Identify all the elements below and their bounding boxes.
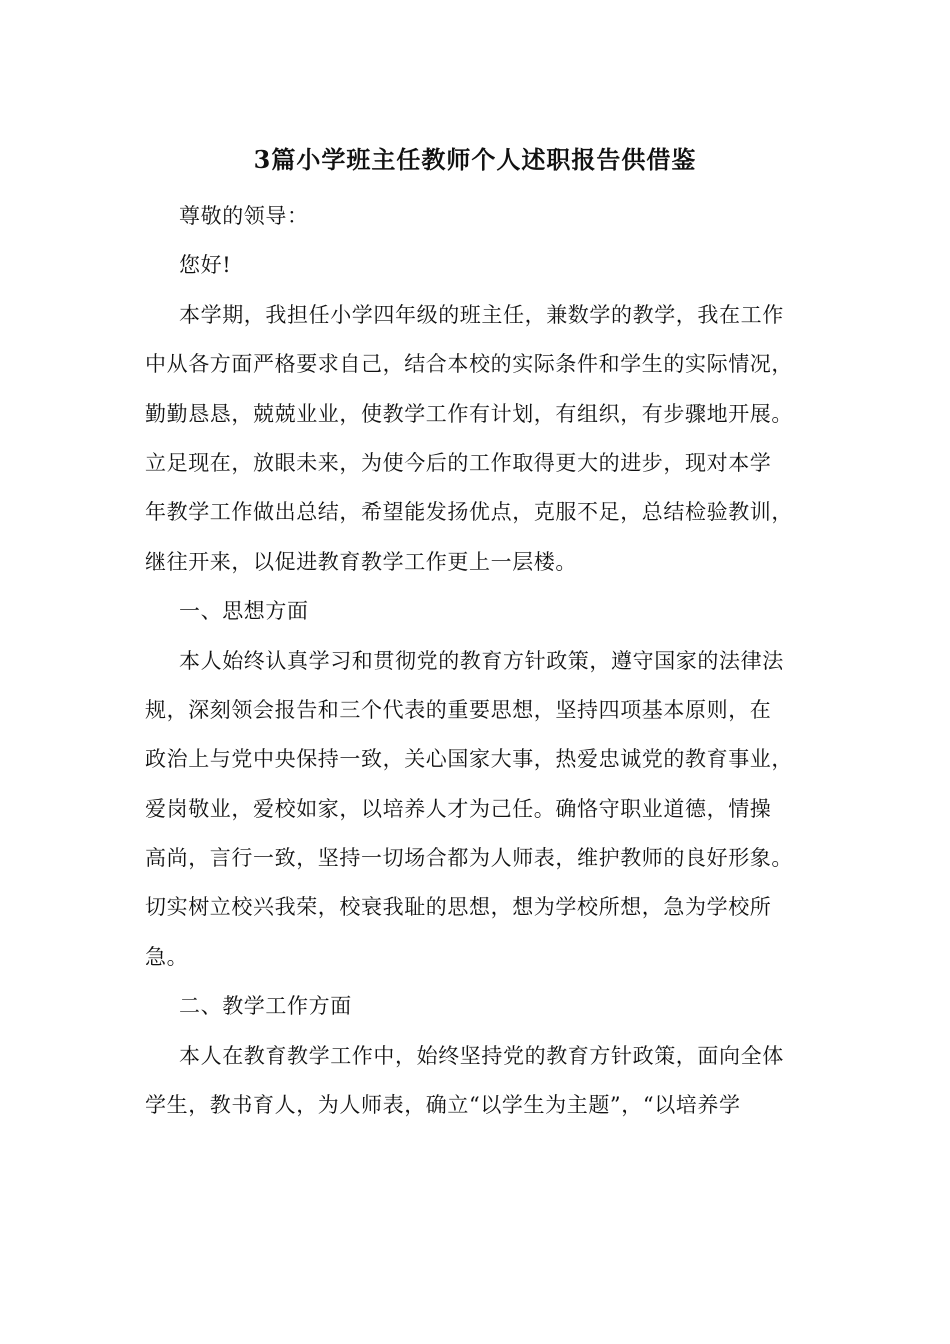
paragraph-line: 学生，教书育人，为人师表，确立“以学生为主题”，“以培养学 [145, 1093, 741, 1118]
paragraph-line: 急。 [145, 944, 189, 969]
paragraph-line: 本学期，我担任小学四年级的班主任，兼数学的教学，我在工作 [179, 302, 784, 327]
document-title: 3篇小学班主任教师个人述职报告供借鉴 [253, 145, 697, 174]
paragraph-line: 本人始终认真学习和贯彻党的教育方针政策，遵守国家的法律法 [179, 648, 784, 673]
paragraph-line: 爱岗敬业，爱校如家，以培养人才为己任。确恪守职业道德，情操 [145, 796, 772, 821]
paragraph-line: 政治上与党中央保持一致，关心国家大事，热爱忠诚党的教育事业， [145, 747, 793, 772]
paragraph-line: 本人在教育教学工作中，始终坚持党的教育方针政策，面向全体 [179, 1043, 784, 1068]
paragraph-line: 规，深刻领会报告和三个代表的重要思想，坚持四项基本原则，在 [145, 697, 772, 722]
paragraph-line: 高尚，言行一致，坚持一切场合都为人师表，维护教师的良好形象。 [145, 846, 793, 871]
paragraph-line: 年教学工作做出总结，希望能发扬优点，克服不足，总结检验教训， [145, 500, 793, 525]
section-heading: 一、思想方面 [179, 599, 309, 624]
salutation: 尊敬的领导： [179, 204, 309, 228]
paragraph-line: 立足现在，放眼未来，为使今后的工作取得更大的进步，现对本学 [145, 450, 772, 475]
paragraph-line: 继往开来，以促进教育教学工作更上一层楼。 [145, 549, 577, 574]
section-heading: 二、教学工作方面 [179, 994, 352, 1019]
paragraph-line: 切实树立校兴我荣，校衰我耻的思想，想为学校所想，急为学校所 [145, 895, 772, 920]
greeting: 您好! [179, 253, 232, 278]
document-body [145, 192, 805, 1130]
paragraph-line: 中从各方面严格要求自己，结合本校的实际条件和学生的实际情况， [145, 352, 793, 377]
paragraph-line: 勤勤恳恳，兢兢业业，使教学工作有计划，有组织，有步骤地开展。 [145, 401, 793, 426]
